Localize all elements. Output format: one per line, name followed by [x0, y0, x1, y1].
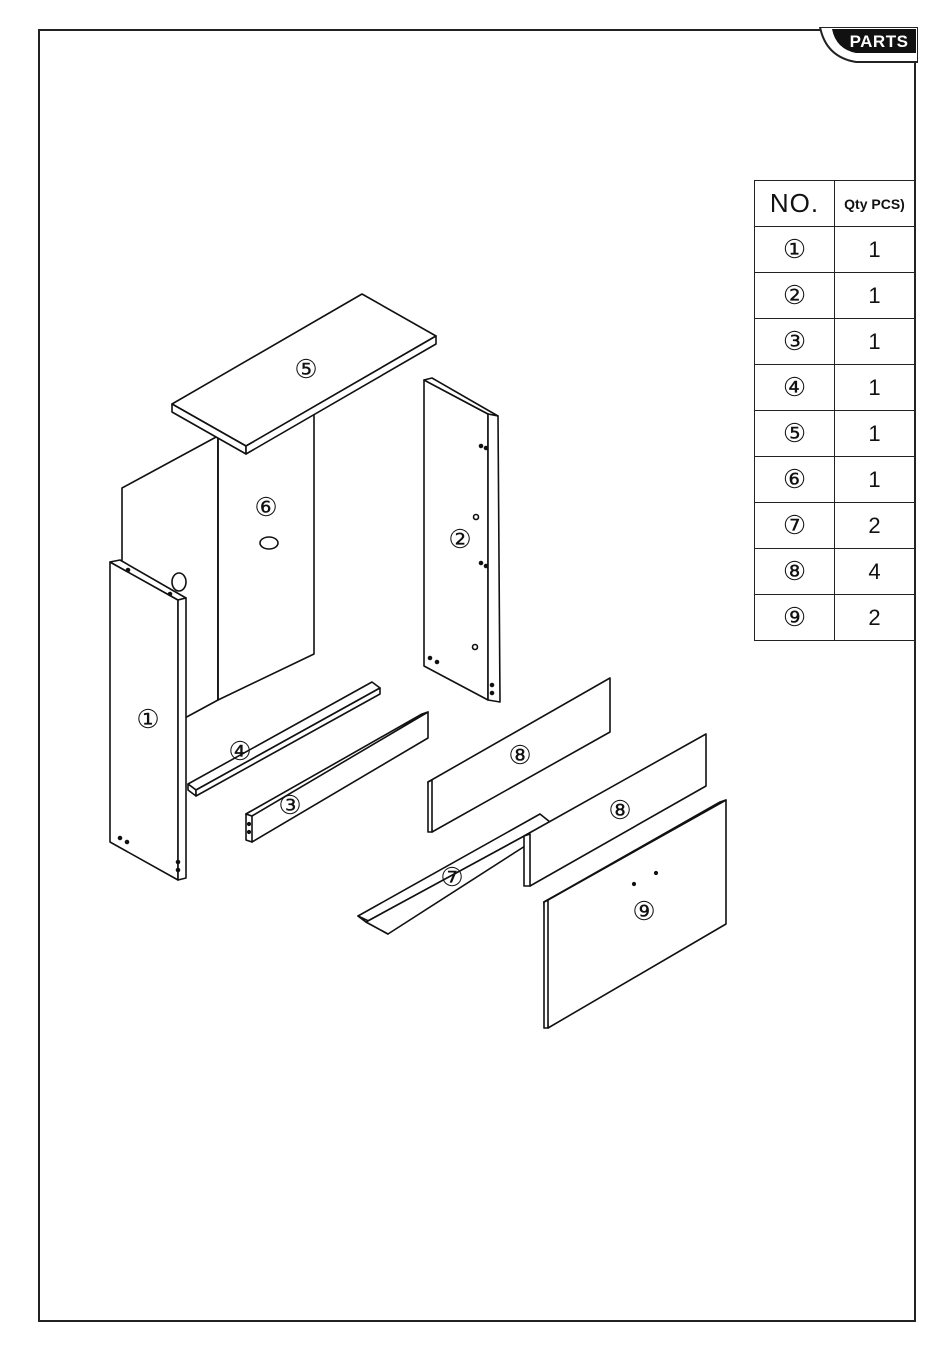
part-number: ⑤: [755, 411, 835, 457]
part-quantity: 1: [835, 319, 915, 365]
part-quantity: 1: [835, 227, 915, 273]
label-part-2: ②: [448, 524, 472, 554]
part-quantity: 4: [835, 549, 915, 595]
label-part-8-upper: ⑧: [508, 740, 532, 770]
part-number: ⑥: [755, 457, 835, 503]
part-quantity: 2: [835, 503, 915, 549]
label-part-3: ③: [278, 790, 302, 820]
part-number: ④: [755, 365, 835, 411]
label-part-6: ⑥: [254, 492, 278, 522]
part-quantity: 1: [835, 273, 915, 319]
part-number: ②: [755, 273, 835, 319]
header-quantity: Qty PCS): [835, 181, 915, 227]
label-part-8-lower: ⑧: [608, 795, 632, 825]
part-quantity: 1: [835, 365, 915, 411]
part-quantity: 2: [835, 595, 915, 641]
label-part-9: ⑨: [632, 896, 656, 926]
part-quantity: 1: [835, 411, 915, 457]
part-number: ①: [755, 227, 835, 273]
part-number: ⑦: [755, 503, 835, 549]
part-3-rail: [246, 712, 428, 842]
label-part-7: ⑦: [440, 862, 464, 892]
header-number: NO.: [755, 181, 835, 227]
part-number: ⑨: [755, 595, 835, 641]
label-part-4: ④: [228, 736, 252, 766]
label-part-5: ⑤: [294, 354, 318, 384]
label-part-1: ①: [136, 704, 160, 734]
part-number: ⑧: [755, 549, 835, 595]
part-quantity: 1: [835, 457, 915, 503]
part-number: ③: [755, 319, 835, 365]
parts-tab-label: PARTS: [849, 32, 909, 51]
